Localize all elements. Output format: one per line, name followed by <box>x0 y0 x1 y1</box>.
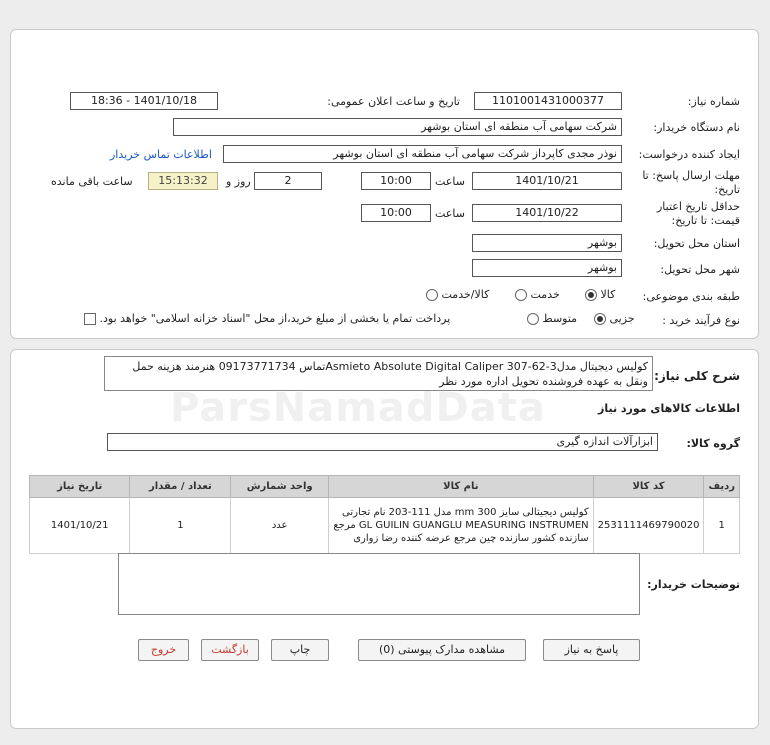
announce-label: تاریخ و ساعت اعلان عمومی: <box>327 95 460 108</box>
city-label: شهر محل تحویل: <box>660 263 740 276</box>
buyer-field: شرکت سهامی آب منطقه ای استان بوشهر <box>173 118 622 136</box>
category-option-goods[interactable] <box>585 288 615 301</box>
cell-row: 1 <box>704 498 740 554</box>
goods-table-header <box>30 476 740 498</box>
col-qty: تعداد / مقدار <box>130 476 231 498</box>
deadline-date-field: 1401/10/21 <box>472 172 622 190</box>
creator-field: نوذر مجدی کاپرداز شرکت سهامی آب منطقه ای استان بوشهر <box>223 145 622 163</box>
print-button[interactable]: چاپ <box>271 639 329 661</box>
province-field: بوشهر <box>472 234 622 252</box>
reply-button[interactable]: پاسخ به نیاز <box>543 639 640 661</box>
process-option-minor[interactable] <box>594 312 635 325</box>
validity-time-field: 10:00 <box>361 204 431 222</box>
remaining-label: ساعت باقی مانده <box>51 175 133 188</box>
creator-label: ایجاد کننده درخواست: <box>638 148 740 161</box>
col-row: ردیف <box>704 476 740 498</box>
deadline-time-label: ساعت <box>435 175 465 188</box>
buyer-notes-field <box>118 553 640 615</box>
category-option-service-label: خدمت <box>530 288 560 301</box>
buyer-label: نام دستگاه خریدار: <box>653 121 740 134</box>
payment-option[interactable] <box>84 312 450 325</box>
process-medium-radio[interactable] <box>527 313 539 325</box>
group-field: ابزارآلات اندازه گیری <box>107 433 658 451</box>
category-service-radio[interactable] <box>515 289 527 301</box>
need-number-field: 1101001431000377 <box>474 92 622 110</box>
process-option-minor-label: جزیی <box>609 312 635 325</box>
process-minor-radio[interactable] <box>594 313 606 325</box>
need-number-label: شماره نیاز: <box>687 95 740 108</box>
remaining-time-field: 15:13:32 <box>148 172 218 190</box>
col-name: نام کالا <box>329 476 594 498</box>
table-row <box>30 498 740 554</box>
cell-code: 2531111469790020 <box>593 498 704 554</box>
col-date: تاریخ نیاز <box>30 476 130 498</box>
watermark: ParsNamadData <box>170 385 546 431</box>
buyer-notes-label: توضیحات خریدار: <box>647 578 740 591</box>
process-option-medium[interactable] <box>527 312 577 325</box>
contact-buyer-link[interactable]: اطلاعات تماس خریدار <box>110 148 212 161</box>
category-option-both[interactable] <box>426 288 489 301</box>
province-label: استان محل تحویل: <box>653 237 740 250</box>
city-field: بوشهر <box>472 259 622 277</box>
goods-table <box>29 475 740 554</box>
day-and-label: روز و <box>226 175 251 188</box>
process-label: نوع فرآیند خرید : <box>662 314 740 327</box>
category-goods-radio[interactable] <box>585 289 597 301</box>
attachments-button[interactable]: مشاهده مدارک پیوستی (0) <box>358 639 526 661</box>
process-option-medium-label: متوسط <box>542 312 578 325</box>
category-option-both-label: کالا/خدمت <box>441 288 490 301</box>
category-both-radio[interactable] <box>426 289 438 301</box>
validity-label: حداقل تاریخ اعتبار قیمت: تا تاریخ: <box>656 200 740 227</box>
deadline-label: مهلت ارسال پاسخ: تا تاریخ: <box>642 169 740 196</box>
col-unit: واحد شمارش <box>231 476 329 498</box>
summary-field: کولیس دیجیتال مدلAsmieto Absolute Digital Caliper 307-62-3تماس 09173771734 هنرمند هزینه حمل ونقل به عهده فروشنده تحویل اداره مورد نظر <box>104 356 653 391</box>
announce-field: 1401/10/18 - 18:36 <box>70 92 218 110</box>
category-option-service[interactable] <box>515 288 560 301</box>
exit-button[interactable]: خروج <box>138 639 189 661</box>
cell-name: کولیس دیجیتالی سایز 300 mm مدل 111-203 نام تجارتی GL GUILIN GUANGLU MEASURING INSTRUMEN مرجع سازنده کشور سازنده چین مرجع عرضه کننده رضا زواری <box>329 498 594 554</box>
deadline-time-field: 10:00 <box>361 172 431 190</box>
cell-date: 1401/10/21 <box>30 498 130 554</box>
payment-note: پرداخت تمام یا بخشی از مبلغ خرید،از محل "اسناد خزانه اسلامی" خواهد بود. <box>99 312 451 325</box>
col-code: کد کالا <box>593 476 704 498</box>
category-option-goods-label: کالا <box>600 288 616 301</box>
cell-qty: 1 <box>130 498 231 554</box>
category-label: طبقه بندی موضوعی: <box>642 290 740 303</box>
back-button[interactable]: بازگشت <box>201 639 259 661</box>
cell-unit: عدد <box>231 498 329 554</box>
validity-time-label: ساعت <box>435 207 465 220</box>
payment-checkbox[interactable] <box>84 313 96 325</box>
group-label: گروه کالا: <box>686 437 740 450</box>
days-field: 2 <box>254 172 322 190</box>
summary-label: شرح کلی نیاز: <box>654 369 740 383</box>
goods-info-title: اطلاعات کالاهای مورد نیاز <box>598 402 740 415</box>
validity-date-field: 1401/10/22 <box>472 204 622 222</box>
